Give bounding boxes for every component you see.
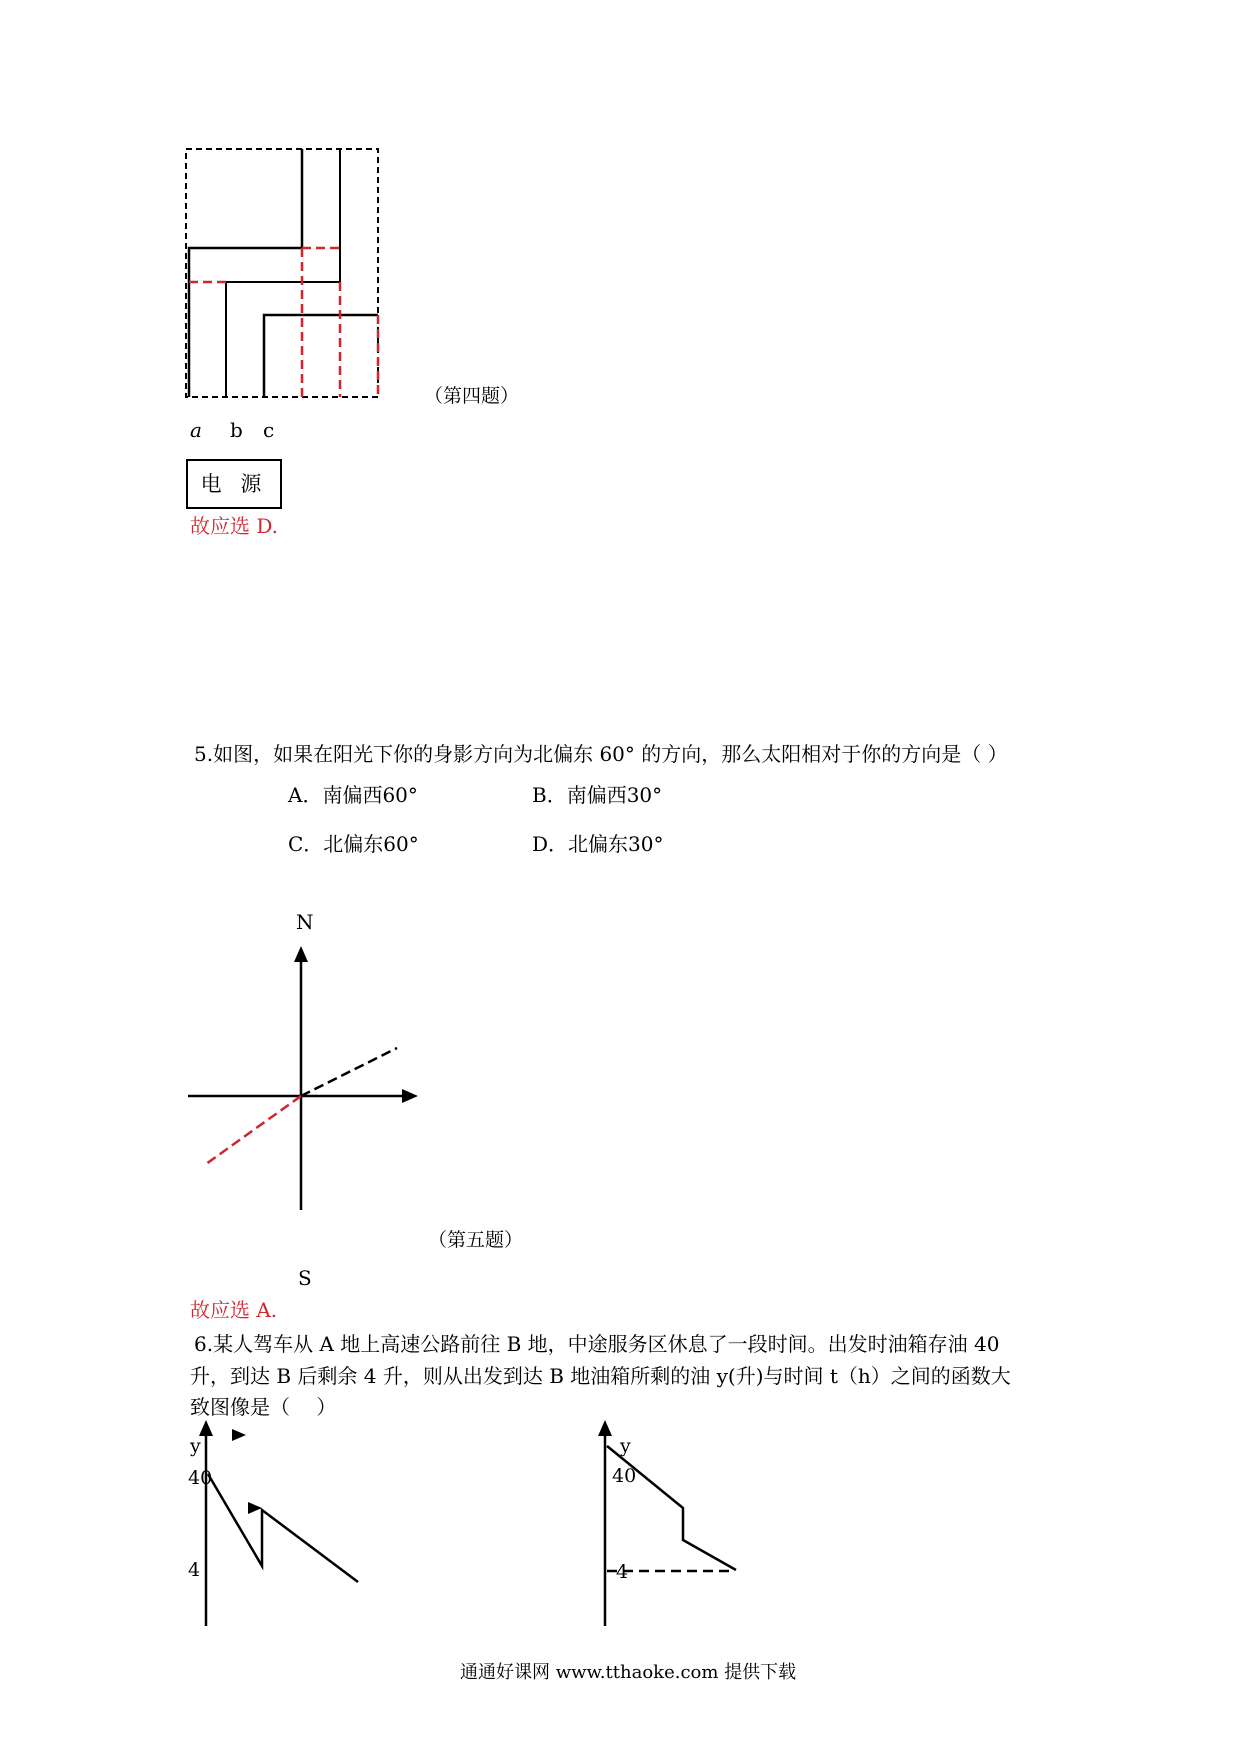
graph1-y-label: y bbox=[190, 1435, 201, 1457]
q5-answer: 故应选 A. bbox=[190, 1298, 278, 1322]
q5-option-a: A．南偏西60° bbox=[288, 783, 418, 807]
graph2-tick-4: 4 bbox=[616, 1561, 629, 1583]
q5-option-d: D．北偏东30° bbox=[532, 832, 664, 856]
graph1-tick-40: 40 bbox=[188, 1467, 213, 1489]
compass-north-label: N bbox=[296, 910, 314, 934]
q5-compass-figure bbox=[180, 940, 420, 1220]
page-footer: 通通好课网 www.tthaoke.com 提供下载 bbox=[460, 1662, 797, 1683]
graph2-tick-40: 40 bbox=[612, 1465, 637, 1487]
y-axis-arrow-icon bbox=[598, 1420, 612, 1436]
q4-rectangle-figure bbox=[180, 140, 400, 410]
graph1-tick-4: 4 bbox=[188, 1559, 201, 1581]
arrow-marker-icon bbox=[248, 1502, 262, 1514]
arrow-marker-icon bbox=[232, 1429, 246, 1441]
label-c: c bbox=[263, 418, 275, 442]
power-source-box: 电 源 bbox=[186, 459, 282, 509]
q6-question-line1: 6.某人驾车从 A 地上高速公路前往 B 地，中途服务区休息了一段时间。出发时油箱存油 40 bbox=[194, 1332, 1000, 1356]
q6-graph-2 bbox=[590, 1418, 760, 1628]
q5-option-b: B．南偏西30° bbox=[532, 783, 663, 807]
graph2-y-label: y bbox=[620, 1435, 631, 1457]
east-arrow-icon bbox=[402, 1089, 418, 1103]
label-b: b bbox=[230, 418, 243, 442]
q5-figure-caption: （第五题） bbox=[428, 1229, 524, 1251]
y-axis-arrow-icon bbox=[199, 1420, 213, 1436]
compass-south-label: S bbox=[298, 1266, 312, 1290]
q6-question-line3: 致图像是（ ） bbox=[190, 1395, 337, 1419]
label-a: a bbox=[190, 418, 202, 442]
q4-figure-caption: （第四题） bbox=[424, 385, 520, 407]
q4-answer: 故应选 D. bbox=[190, 514, 279, 538]
q6-question-line2: 升，到达 B 后剩余 4 升，则从出发到达 B 地油箱所剩的油 y(升)与时间 t（h）之间的函数大 bbox=[190, 1364, 1011, 1388]
q6-graph-1 bbox=[180, 1418, 380, 1628]
q5-option-c: C．北偏东60° bbox=[288, 832, 419, 856]
q5-question: 5.如图，如果在阳光下你的身影方向为北偏东 60° 的方向，那么太阳相对于你的方向是（ ） bbox=[194, 742, 1008, 766]
north-arrow-icon bbox=[294, 946, 308, 962]
